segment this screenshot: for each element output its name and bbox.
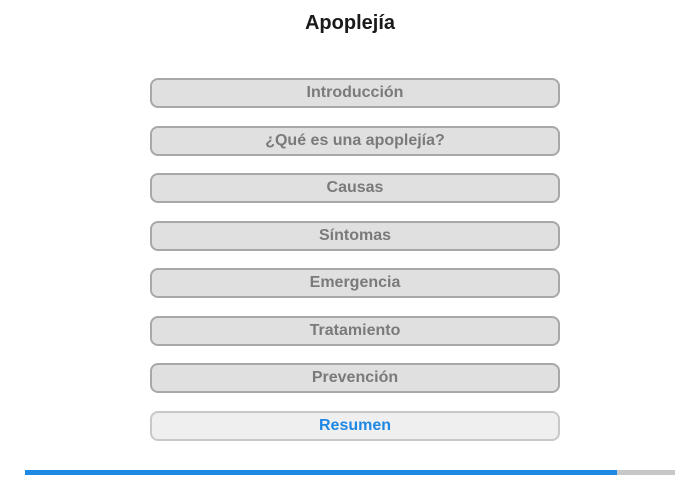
progress-bar-fill [25, 470, 617, 475]
menu-button-emergencia[interactable]: Emergencia [150, 268, 560, 298]
menu-button-introduccion[interactable]: Introducción [150, 78, 560, 108]
menu-button-prevencion[interactable]: Prevención [150, 363, 560, 393]
menu-button-causas[interactable]: Causas [150, 173, 560, 203]
menu-button-sintomas[interactable]: Síntomas [150, 221, 560, 251]
page-title: Apoplejía [304, 12, 395, 34]
chapter-menu [150, 78, 560, 458]
progress-bar [25, 470, 675, 475]
menu-button-tratamiento[interactable]: Tratamiento [150, 316, 560, 346]
menu-button-que-es[interactable]: ¿Qué es una apoplejía? [150, 126, 560, 156]
menu-button-resumen[interactable]: Resumen [150, 411, 560, 441]
